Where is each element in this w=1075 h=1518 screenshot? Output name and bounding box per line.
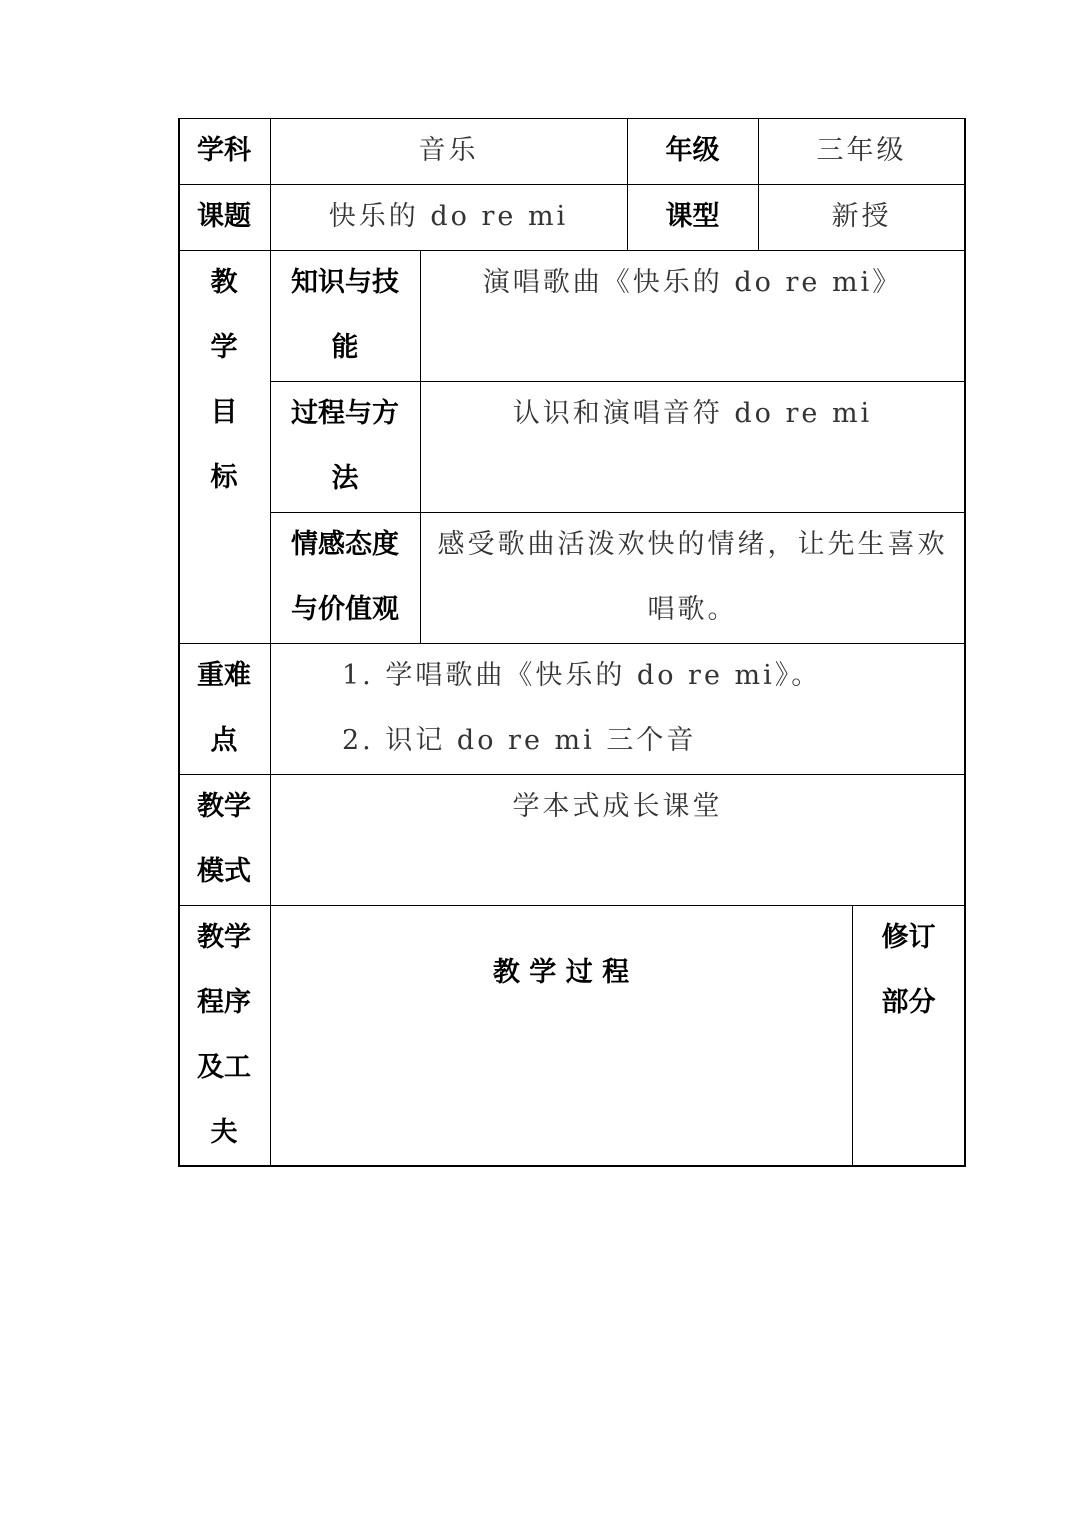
key-point-item: 2. 识记 do re mi 三个音 — [342, 725, 697, 756]
emotion-values-label: 与价值观 — [291, 594, 399, 625]
procedure-heading: 教 学 过 程 — [492, 957, 630, 988]
objectives-label: 目 — [210, 397, 238, 428]
objectives-label: 标 — [210, 462, 238, 493]
revision-label: 修订 — [881, 922, 936, 953]
process-method-label: 法 — [331, 463, 359, 494]
key-points-label: 重难 — [197, 660, 251, 691]
objectives-label: 教 — [210, 267, 238, 298]
objectives-label: 学 — [210, 332, 238, 363]
row-divider — [178, 905, 965, 906]
teaching-mode-label: 模式 — [197, 856, 251, 887]
topic-label: 课题 — [197, 201, 251, 232]
process-method-label: 过程与方 — [291, 398, 399, 429]
knowledge-skills-value: 演唱歌曲《快乐的 do re mi》 — [482, 267, 903, 298]
process-method-value: 认识和演唱音符 do re mi — [512, 398, 873, 429]
procedure-label: 及工 — [197, 1052, 251, 1083]
procedure-label: 教学 — [197, 922, 251, 953]
emotion-values-value: 唱歌。 — [647, 594, 738, 625]
grade-label: 年级 — [665, 135, 720, 166]
grade-value: 三年级 — [816, 135, 907, 166]
procedure-label: 夫 — [210, 1117, 238, 1148]
teaching-mode-value: 学本式成长课堂 — [512, 791, 723, 822]
key-point-item: 1. 学唱歌曲《快乐的 do re mi》。 — [342, 660, 822, 691]
knowledge-skills-label: 能 — [331, 332, 359, 363]
revision-label: 部分 — [881, 987, 936, 1018]
knowledge-skills-label: 知识与技 — [291, 267, 399, 298]
key-points-label: 点 — [210, 725, 238, 756]
emotion-values-value: 感受歌曲活泼欢快的情绪，让先生喜欢 — [437, 529, 948, 560]
type-label: 课型 — [665, 201, 720, 232]
subject-value: 音乐 — [418, 135, 479, 166]
emotion-values-label: 情感态度 — [291, 529, 399, 560]
lesson-plan-table — [178, 118, 965, 1167]
teaching-mode-label: 教学 — [197, 791, 251, 822]
procedure-label: 程序 — [197, 987, 251, 1018]
subject-label: 学科 — [197, 135, 251, 166]
table-border-bottom — [178, 1165, 965, 1167]
topic-value: 快乐的 do re mi — [328, 201, 569, 232]
type-value: 新授 — [831, 201, 892, 232]
